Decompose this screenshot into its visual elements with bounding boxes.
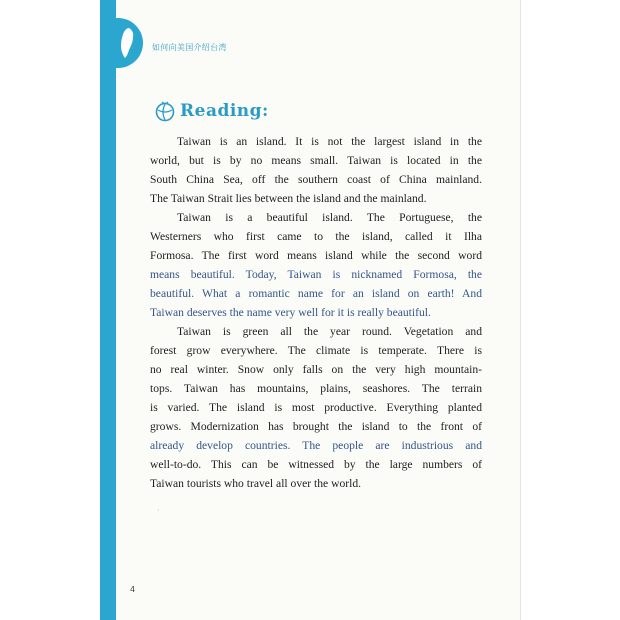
text-line: no real winter. Snow only falls on the very high mountain- [150,363,482,376]
page-spine-band [100,0,116,620]
section-heading: Reading: [180,101,269,121]
text-line: tops. Taiwan has mountains, plains, seashores. The terrain [150,382,482,395]
text-line: Formosa. The first word means island while the second word [150,249,482,262]
text-line: Taiwan is a beautiful island. The Portuguese, the [177,211,482,224]
text-line: grows. Modernization has brought the island to the front of [150,420,482,433]
reading-globe-icon [154,100,176,122]
text-line: means beautiful. Today, Taiwan is nicknamed Formosa, the [150,268,482,281]
text-line: Taiwan tourists who travel all over the world. [150,477,362,490]
series-title: 如何向美国介绍台湾 [152,43,227,52]
text-line: world, but is by no means small. Taiwan is located in the [150,154,482,167]
page-number: 4 [130,585,136,594]
reading-text [150,132,482,493]
text-line: already develop countries. The people are industrious and [150,439,482,452]
reading-heading [154,100,269,122]
text-line: is varied. The island is most productive. Everything planted [150,401,482,414]
text-line: beautiful. What a romantic name for an island on earth! And [150,287,482,300]
text-line: forest grow everywhere. The climate is temperate. There is [150,344,482,357]
text-line: The Taiwan Strait lies between the island and the mainland. [150,192,427,205]
text-line: Taiwan is an island. It is not the largest island in the [177,135,482,148]
text-line: Westerners who first came to the island, called it Ilha [150,230,482,243]
page-mark: · [157,506,160,515]
text-line: Taiwan deserves the name very well for it is really beautiful. [150,306,431,319]
taiwan-island-icon [118,27,136,59]
text-line: South China Sea, off the southern coast of China mainland. [150,173,482,186]
text-line: Taiwan is green all the year round. Vegetation and [177,325,482,338]
book-page [100,0,521,620]
text-line: well-to-do. This can be witnessed by the large numbers of [150,458,482,471]
